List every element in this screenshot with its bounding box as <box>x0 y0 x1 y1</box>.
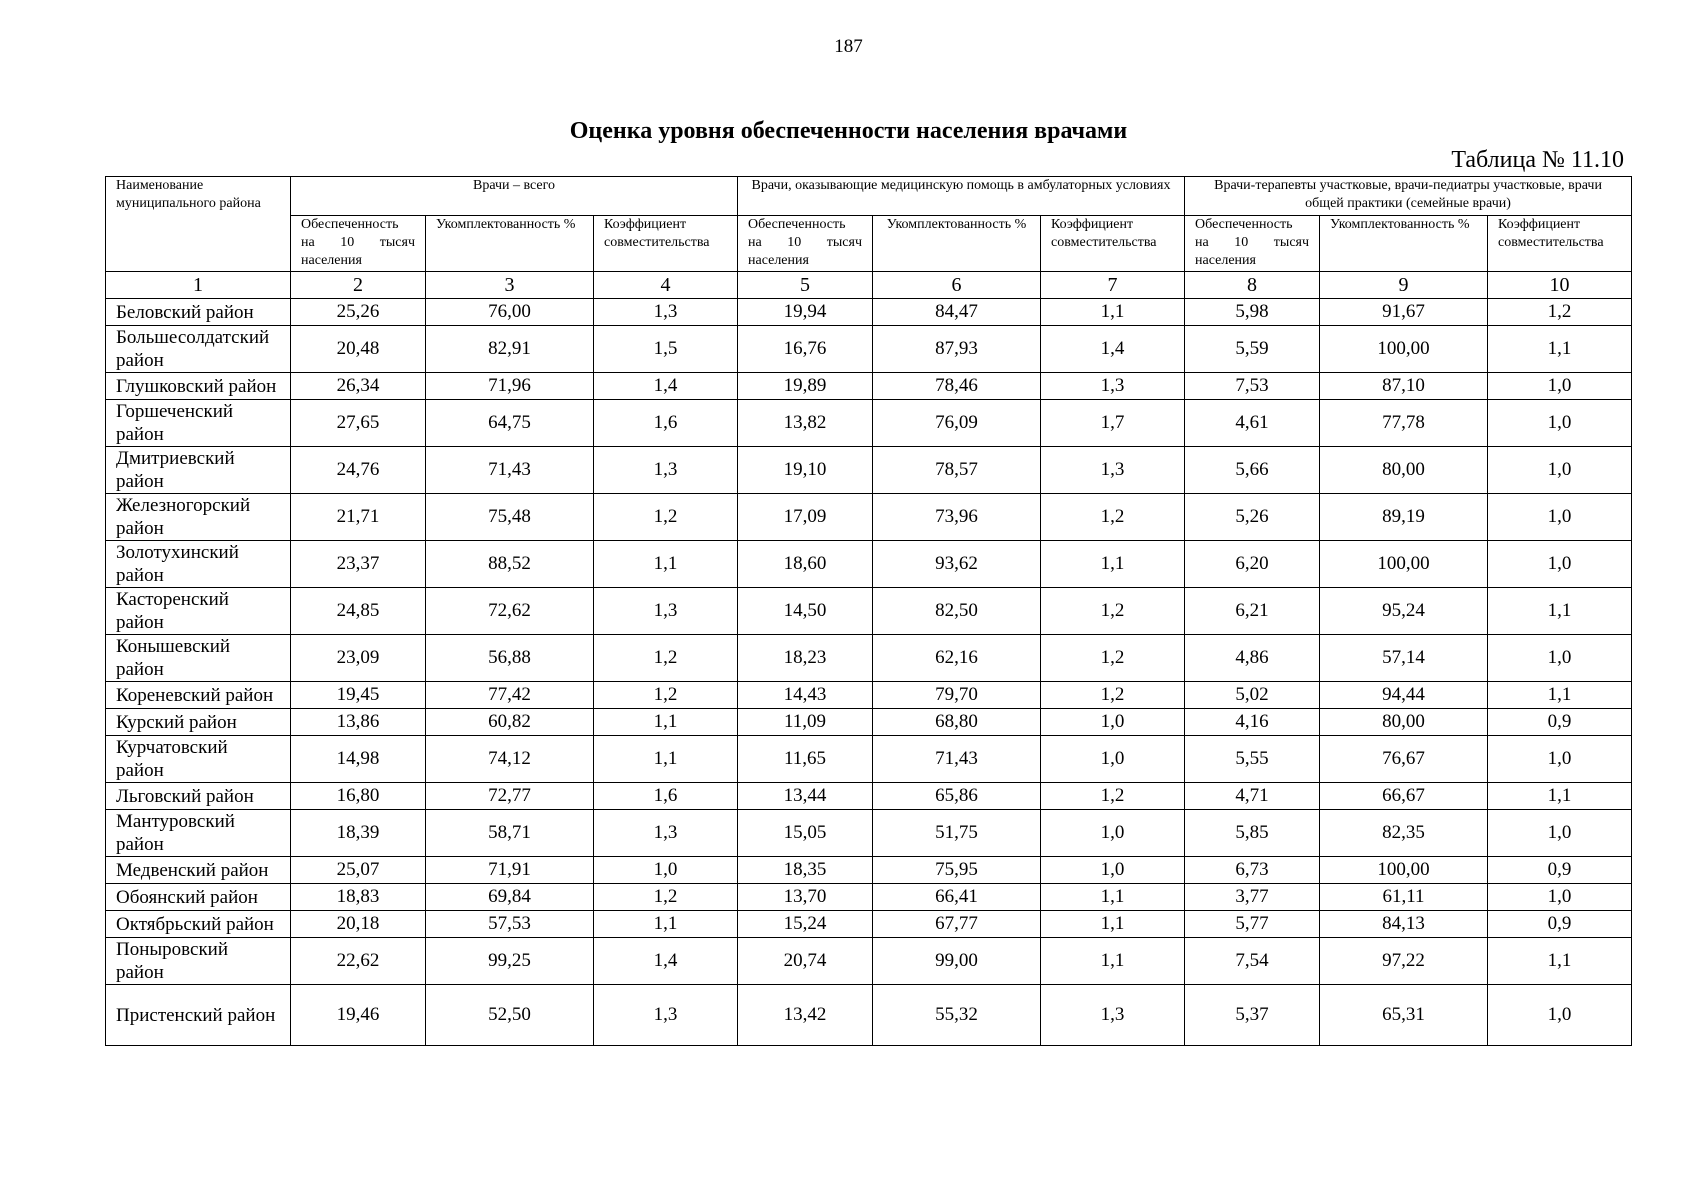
table-cell: 13,42 <box>738 985 873 1046</box>
table-cell: 100,00 <box>1320 541 1488 588</box>
table-cell: 27,65 <box>291 400 426 447</box>
table-cell: 84,13 <box>1320 911 1488 938</box>
table-cell: 72,77 <box>426 783 594 810</box>
table-cell: 78,57 <box>873 447 1041 494</box>
header-group-all-doctors: Врачи – всего <box>291 177 738 216</box>
table-cell: 1,2 <box>1041 682 1185 709</box>
table-cell: 1,1 <box>1041 911 1185 938</box>
column-number: 4 <box>594 272 738 299</box>
table-cell: 22,62 <box>291 938 426 985</box>
table-cell: 1,1 <box>1041 299 1185 326</box>
table-cell: 61,11 <box>1320 884 1488 911</box>
table-cell: 14,43 <box>738 682 873 709</box>
table-cell: 89,19 <box>1320 494 1488 541</box>
district-name: Курский район <box>106 709 291 736</box>
district-name: Поныровский район <box>106 938 291 985</box>
page-number: 187 <box>834 36 863 57</box>
district-name: Октябрьский район <box>106 911 291 938</box>
table-row <box>106 709 1632 736</box>
table-cell: 5,66 <box>1185 447 1320 494</box>
table-cell: 1,0 <box>1041 857 1185 884</box>
table-cell: 1,3 <box>1041 373 1185 400</box>
table-cell: 1,0 <box>1488 736 1632 783</box>
table-cell: 1,1 <box>1041 884 1185 911</box>
table-cell: 11,09 <box>738 709 873 736</box>
table-cell: 75,48 <box>426 494 594 541</box>
table-cell: 87,10 <box>1320 373 1488 400</box>
table-row <box>106 810 1632 857</box>
table-cell: 14,50 <box>738 588 873 635</box>
table-cell: 5,85 <box>1185 810 1320 857</box>
table-cell: 65,31 <box>1320 985 1488 1046</box>
district-name: Золотухинский район <box>106 541 291 588</box>
table-cell: 60,82 <box>426 709 594 736</box>
table-cell: 1,0 <box>1488 985 1632 1046</box>
table-cell: 1,0 <box>594 857 738 884</box>
table-cell: 16,76 <box>738 326 873 373</box>
district-name: Железногорский район <box>106 494 291 541</box>
table-cell: 71,43 <box>873 736 1041 783</box>
table-cell: 23,37 <box>291 541 426 588</box>
table-cell: 11,65 <box>738 736 873 783</box>
table-cell: 15,24 <box>738 911 873 938</box>
table-cell: 1,0 <box>1041 709 1185 736</box>
table-cell: 14,98 <box>291 736 426 783</box>
table-cell: 6,20 <box>1185 541 1320 588</box>
table-cell: 1,6 <box>594 400 738 447</box>
table-cell: 1,3 <box>1041 985 1185 1046</box>
table-cell: 56,88 <box>426 635 594 682</box>
table-cell: 77,42 <box>426 682 594 709</box>
table-cell: 1,3 <box>1041 447 1185 494</box>
table-cell: 65,86 <box>873 783 1041 810</box>
table-cell: 94,44 <box>1320 682 1488 709</box>
table-cell: 6,73 <box>1185 857 1320 884</box>
header-name-column: Наименование муниципального района <box>106 177 291 272</box>
table-cell: 67,77 <box>873 911 1041 938</box>
table-cell: 99,00 <box>873 938 1041 985</box>
table-cell: 18,83 <box>291 884 426 911</box>
table-row <box>106 494 1632 541</box>
district-name: Конышевский район <box>106 635 291 682</box>
table-cell: 16,80 <box>291 783 426 810</box>
table-cell: 20,18 <box>291 911 426 938</box>
table-row <box>106 588 1632 635</box>
table-cell: 1,0 <box>1488 373 1632 400</box>
header-staffing-2: Укомплектованность % <box>873 216 1041 272</box>
table-cell: 77,78 <box>1320 400 1488 447</box>
table-cell: 1,1 <box>1488 326 1632 373</box>
table-cell: 93,62 <box>873 541 1041 588</box>
table-cell: 100,00 <box>1320 326 1488 373</box>
table-cell: 71,96 <box>426 373 594 400</box>
table-row <box>106 635 1632 682</box>
table-row <box>106 783 1632 810</box>
table-cell: 71,91 <box>426 857 594 884</box>
table-cell: 68,80 <box>873 709 1041 736</box>
supply-table <box>105 176 1632 1046</box>
table-cell: 1,3 <box>594 588 738 635</box>
table-cell: 66,41 <box>873 884 1041 911</box>
table-row <box>106 400 1632 447</box>
table-cell: 15,05 <box>738 810 873 857</box>
table-cell: 51,75 <box>873 810 1041 857</box>
district-name: Медвенский район <box>106 857 291 884</box>
table-cell: 18,23 <box>738 635 873 682</box>
header-coef-1: Коэффициент совместительства <box>594 216 738 272</box>
table-cell: 1,3 <box>594 810 738 857</box>
table-row <box>106 326 1632 373</box>
table-cell: 1,4 <box>594 373 738 400</box>
table-cell: 1,3 <box>594 985 738 1046</box>
column-number: 8 <box>1185 272 1320 299</box>
table-cell: 1,5 <box>594 326 738 373</box>
table-cell: 0,9 <box>1488 911 1632 938</box>
table-cell: 26,34 <box>291 373 426 400</box>
column-number: 9 <box>1320 272 1488 299</box>
table-cell: 5,77 <box>1185 911 1320 938</box>
table-cell: 57,14 <box>1320 635 1488 682</box>
table-cell: 1,1 <box>1041 938 1185 985</box>
column-number: 7 <box>1041 272 1185 299</box>
table-cell: 1,3 <box>594 447 738 494</box>
table-cell: 1,1 <box>594 736 738 783</box>
column-number: 3 <box>426 272 594 299</box>
table-label: Таблица № 11.10 <box>1451 147 1624 173</box>
column-number: 2 <box>291 272 426 299</box>
table-cell: 19,46 <box>291 985 426 1046</box>
header-staffing-3: Укомплектованность % <box>1320 216 1488 272</box>
table-cell: 24,85 <box>291 588 426 635</box>
table-cell: 57,53 <box>426 911 594 938</box>
district-name: Глушковский район <box>106 373 291 400</box>
table-cell: 0,9 <box>1488 709 1632 736</box>
table-cell: 19,45 <box>291 682 426 709</box>
table-cell: 1,0 <box>1488 884 1632 911</box>
table-cell: 1,4 <box>1041 326 1185 373</box>
district-name: Мантуровский район <box>106 810 291 857</box>
header-row-groups <box>106 177 1632 216</box>
table-cell: 5,59 <box>1185 326 1320 373</box>
district-name: Кореневский район <box>106 682 291 709</box>
document-title: Оценка уровня обеспеченности населения врачами <box>569 118 1128 144</box>
table-cell: 74,12 <box>426 736 594 783</box>
table-cell: 69,84 <box>426 884 594 911</box>
table-cell: 1,2 <box>594 494 738 541</box>
table-cell: 1,0 <box>1488 447 1632 494</box>
table-cell: 4,71 <box>1185 783 1320 810</box>
table-cell: 1,0 <box>1488 635 1632 682</box>
district-name: Касторенский район <box>106 588 291 635</box>
table-row <box>106 985 1632 1046</box>
district-name: Дмитриевский район <box>106 447 291 494</box>
header-group-ambulatory: Врачи, оказывающие медицинскую помощь в амбулаторных условиях <box>738 177 1185 216</box>
table-cell: 7,54 <box>1185 938 1320 985</box>
table-cell: 79,70 <box>873 682 1041 709</box>
table-cell: 13,86 <box>291 709 426 736</box>
table-cell: 20,74 <box>738 938 873 985</box>
table-cell: 19,89 <box>738 373 873 400</box>
table-cell: 97,22 <box>1320 938 1488 985</box>
table-cell: 64,75 <box>426 400 594 447</box>
table-cell: 5,26 <box>1185 494 1320 541</box>
table-cell: 4,16 <box>1185 709 1320 736</box>
table-cell: 55,32 <box>873 985 1041 1046</box>
table-cell: 76,09 <box>873 400 1041 447</box>
table-row <box>106 938 1632 985</box>
table-cell: 62,16 <box>873 635 1041 682</box>
table-cell: 1,1 <box>594 541 738 588</box>
district-name: Курчатовский район <box>106 736 291 783</box>
table-row <box>106 884 1632 911</box>
table-cell: 88,52 <box>426 541 594 588</box>
table-row <box>106 736 1632 783</box>
district-name: Пристенский район <box>106 985 291 1046</box>
table-row <box>106 911 1632 938</box>
table-cell: 0,9 <box>1488 857 1632 884</box>
header-coef-2: Коэффициент совместительства <box>1041 216 1185 272</box>
header-supply-3: Обеспеченность на 10 тысяч населения <box>1185 216 1320 272</box>
table-cell: 1,0 <box>1488 494 1632 541</box>
table-cell: 5,02 <box>1185 682 1320 709</box>
table-cell: 1,2 <box>1041 635 1185 682</box>
table-row <box>106 373 1632 400</box>
column-number: 5 <box>738 272 873 299</box>
table-cell: 5,37 <box>1185 985 1320 1046</box>
table-cell: 66,67 <box>1320 783 1488 810</box>
table-cell: 72,62 <box>426 588 594 635</box>
table-cell: 52,50 <box>426 985 594 1046</box>
header-supply-2: Обеспеченность на 10 тысяч населения <box>738 216 873 272</box>
table-row <box>106 541 1632 588</box>
column-number: 10 <box>1488 272 1632 299</box>
table-cell: 76,00 <box>426 299 594 326</box>
table-cell: 78,46 <box>873 373 1041 400</box>
header-group-therapists: Врачи-терапевты участковые, врачи-педиатры участковые, врачи общей практики (семейные врачи) <box>1185 177 1632 216</box>
table-cell: 18,60 <box>738 541 873 588</box>
table-cell: 82,50 <box>873 588 1041 635</box>
table-row <box>106 857 1632 884</box>
table-cell: 1,1 <box>594 709 738 736</box>
table-body <box>106 299 1632 1046</box>
table-cell: 1,0 <box>1488 810 1632 857</box>
district-name: Горшеченский район <box>106 400 291 447</box>
header-row-sub <box>106 216 1632 272</box>
table-cell: 1,1 <box>1488 938 1632 985</box>
column-number-row <box>106 272 1632 299</box>
table-cell: 1,1 <box>1488 588 1632 635</box>
table-cell: 1,3 <box>594 299 738 326</box>
table-cell: 1,1 <box>1041 541 1185 588</box>
table-cell: 4,86 <box>1185 635 1320 682</box>
table-cell: 58,71 <box>426 810 594 857</box>
table-cell: 1,2 <box>1041 494 1185 541</box>
table-cell: 82,35 <box>1320 810 1488 857</box>
table-cell: 6,21 <box>1185 588 1320 635</box>
table-cell: 5,55 <box>1185 736 1320 783</box>
column-number: 6 <box>873 272 1041 299</box>
table-cell: 1,2 <box>1041 783 1185 810</box>
column-number: 1 <box>106 272 291 299</box>
table-row <box>106 682 1632 709</box>
table-cell: 21,71 <box>291 494 426 541</box>
table-cell: 3,77 <box>1185 884 1320 911</box>
district-name: Льговский район <box>106 783 291 810</box>
district-name: Обоянский район <box>106 884 291 911</box>
table-cell: 5,98 <box>1185 299 1320 326</box>
table-cell: 1,0 <box>1488 541 1632 588</box>
table-row <box>106 447 1632 494</box>
table-cell: 100,00 <box>1320 857 1488 884</box>
table-cell: 20,48 <box>291 326 426 373</box>
header-staffing-1: Укомплектованность % <box>426 216 594 272</box>
table-cell: 23,09 <box>291 635 426 682</box>
table-cell: 80,00 <box>1320 447 1488 494</box>
table-cell: 1,1 <box>594 911 738 938</box>
table-cell: 80,00 <box>1320 709 1488 736</box>
table-cell: 1,2 <box>594 884 738 911</box>
table-cell: 95,24 <box>1320 588 1488 635</box>
table-cell: 25,07 <box>291 857 426 884</box>
table-cell: 13,82 <box>738 400 873 447</box>
table-cell: 71,43 <box>426 447 594 494</box>
table-cell: 1,7 <box>1041 400 1185 447</box>
table-cell: 1,0 <box>1041 736 1185 783</box>
table-cell: 1,1 <box>1488 783 1632 810</box>
header-supply-1: Обеспеченность на 10 тысяч населения <box>291 216 426 272</box>
table-cell: 99,25 <box>426 938 594 985</box>
table-cell: 1,0 <box>1041 810 1185 857</box>
table-cell: 75,95 <box>873 857 1041 884</box>
table-cell: 1,1 <box>1488 682 1632 709</box>
table-cell: 19,10 <box>738 447 873 494</box>
table-cell: 91,67 <box>1320 299 1488 326</box>
table-cell: 1,2 <box>594 635 738 682</box>
table-cell: 13,44 <box>738 783 873 810</box>
table-cell: 73,96 <box>873 494 1041 541</box>
table-cell: 87,93 <box>873 326 1041 373</box>
table-cell: 1,0 <box>1488 400 1632 447</box>
table-cell: 76,67 <box>1320 736 1488 783</box>
district-name: Большесолдатский район <box>106 326 291 373</box>
table-row <box>106 299 1632 326</box>
table-cell: 13,70 <box>738 884 873 911</box>
table-cell: 1,6 <box>594 783 738 810</box>
table-cell: 17,09 <box>738 494 873 541</box>
table-cell: 18,39 <box>291 810 426 857</box>
table-cell: 1,2 <box>1041 588 1185 635</box>
table-cell: 1,4 <box>594 938 738 985</box>
table-cell: 24,76 <box>291 447 426 494</box>
table-cell: 1,2 <box>594 682 738 709</box>
header-coef-3: Коэффициент совместительства <box>1488 216 1632 272</box>
table-cell: 1,2 <box>1488 299 1632 326</box>
table-cell: 84,47 <box>873 299 1041 326</box>
table-cell: 18,35 <box>738 857 873 884</box>
table-cell: 82,91 <box>426 326 594 373</box>
table-cell: 19,94 <box>738 299 873 326</box>
table-cell: 7,53 <box>1185 373 1320 400</box>
table-cell: 25,26 <box>291 299 426 326</box>
district-name: Беловский район <box>106 299 291 326</box>
table-cell: 4,61 <box>1185 400 1320 447</box>
